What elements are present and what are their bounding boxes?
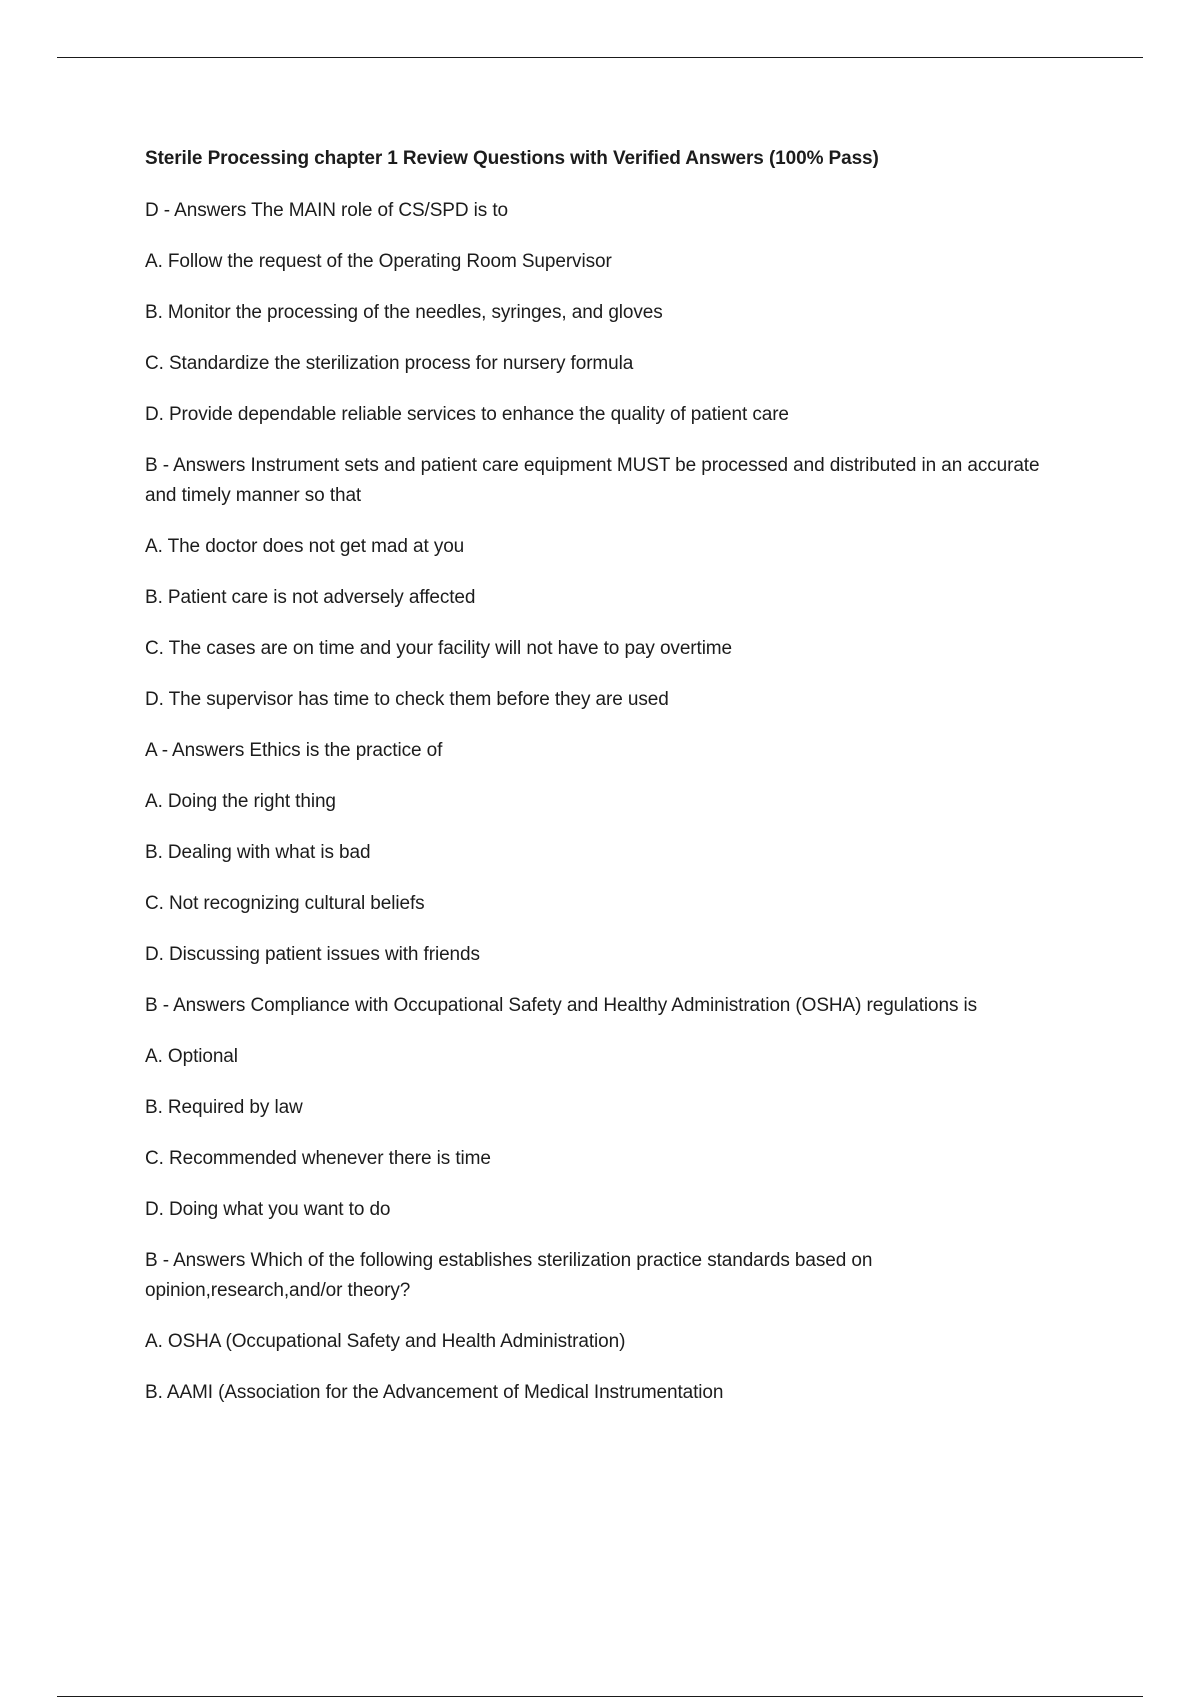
option-line: D. The supervisor has time to check them before they are used xyxy=(145,689,669,710)
option-line: C. The cases are on time and your facility will not have to pay overtime xyxy=(145,638,733,659)
document-title: Sterile Processing chapter 1 Review Questions with Verified Answers (100% Pass) xyxy=(145,148,879,169)
option-line: D. Doing what you want to do xyxy=(145,1199,391,1220)
question-line: B - Answers Which of the following establishes sterilization practice standards based on opinion,research,and/or theory? xyxy=(145,1250,873,1301)
option-line: B. AAMI (Association for the Advancement of Medical Instrumentation xyxy=(145,1382,724,1403)
option-line: A. Optional xyxy=(145,1046,238,1067)
option-line: C. Recommended whenever there is time xyxy=(145,1148,491,1169)
top-divider xyxy=(57,57,1143,58)
document-body xyxy=(145,145,1065,1429)
option-line: D. Provide dependable reliable services to enhance the quality of patient care xyxy=(145,404,789,425)
option-line: D. Discussing patient issues with friends xyxy=(145,944,480,965)
question-line: D - Answers The MAIN role of CS/SPD is to xyxy=(145,200,508,221)
option-line: A. OSHA (Occupational Safety and Health Administration) xyxy=(145,1331,626,1352)
option-line: B. Patient care is not adversely affected xyxy=(145,587,476,608)
option-line: C. Standardize the sterilization process for nursery formula xyxy=(145,353,634,374)
question-line: A - Answers Ethics is the practice of xyxy=(145,740,443,761)
option-line: A. The doctor does not get mad at you xyxy=(145,536,465,557)
option-line: B. Required by law xyxy=(145,1097,303,1118)
question-line: B - Answers Compliance with Occupational Safety and Healthy Administration (OSHA) regulations is xyxy=(145,995,978,1016)
option-line: B. Monitor the processing of the needles, syringes, and gloves xyxy=(145,302,663,323)
option-line: B. Dealing with what is bad xyxy=(145,842,371,863)
option-line: C. Not recognizing cultural beliefs xyxy=(145,893,425,914)
bottom-divider xyxy=(57,1696,1143,1697)
option-line: A. Doing the right thing xyxy=(145,791,336,812)
option-line: A. Follow the request of the Operating Room Supervisor xyxy=(145,251,612,272)
question-line: B - Answers Instrument sets and patient care equipment MUST be processed and distributed in an accurate and timely manner so that xyxy=(145,455,1040,506)
